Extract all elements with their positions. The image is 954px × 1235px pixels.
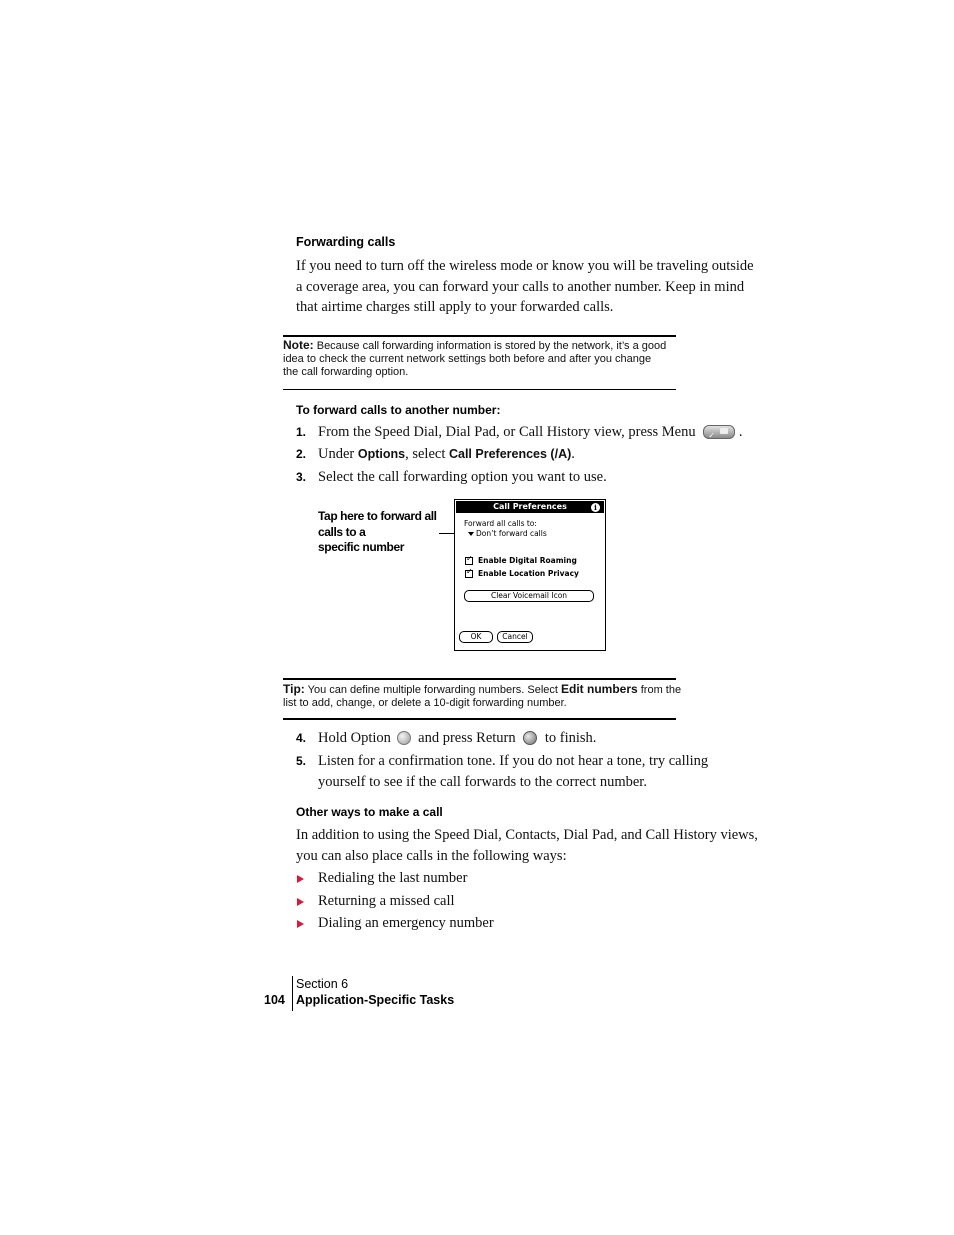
- checkmark-icon: ✓: [466, 554, 473, 563]
- note-top-rule: [283, 335, 676, 337]
- step-number: 3.: [296, 470, 307, 484]
- call-preferences-label: Call Preferences (/A): [448, 447, 572, 461]
- page-number: 104: [264, 993, 285, 1007]
- options-label: Options: [357, 447, 406, 461]
- step-text: to finish.: [544, 730, 597, 746]
- footer-divider: [292, 976, 293, 1011]
- paragraph-line: that airtime charges still apply to your forwarded calls.: [296, 299, 614, 315]
- procedure-heading: To forward calls to another number:: [296, 403, 501, 417]
- list-item-text: Dialing an emergency number: [318, 915, 494, 931]
- forward-label: Forward all calls to:: [464, 519, 537, 528]
- note-text: the call forwarding option.: [283, 366, 409, 378]
- section-heading-other-ways: Other ways to make a call: [296, 805, 443, 819]
- note-label: Note:: [283, 338, 314, 352]
- note-text: idea to check the current network settings both before and after you change: [283, 353, 652, 365]
- forward-value: Don’t forward calls: [476, 529, 547, 538]
- callout-line: calls to a: [318, 524, 366, 539]
- forward-picker[interactable]: [468, 529, 547, 538]
- red-triangle-bullet-icon: [297, 875, 304, 883]
- step-text: Under: [318, 446, 358, 462]
- note-box: [283, 339, 703, 379]
- tip-box: [283, 683, 703, 710]
- step-text: Listen for a confirmation tone. If you do not hear a tone, try calling: [318, 753, 709, 769]
- footer-title: Application-Specific Tasks: [296, 993, 455, 1007]
- step-number: 5.: [296, 754, 307, 768]
- tip-text: You can define multiple forwarding numbers. Select: [304, 684, 561, 696]
- section-heading-forwarding: Forwarding calls: [296, 235, 396, 249]
- tip-label: Tip:: [283, 682, 305, 696]
- return-button-icon: [523, 731, 537, 745]
- info-icon[interactable]: i: [591, 503, 600, 512]
- ok-button[interactable]: OK: [459, 631, 493, 643]
- note-text: Because call forwarding information is stored by the network, it’s a good: [313, 340, 667, 352]
- option-button-icon: [397, 731, 411, 745]
- step-number: 4.: [296, 731, 307, 745]
- tip-text: from the: [637, 684, 682, 696]
- figure-callout: [318, 509, 437, 556]
- tip-top-rule: [283, 678, 676, 680]
- forwarding-paragraph: [296, 256, 754, 318]
- paragraph-line: If you need to turn off the wireless mode or know you will be traveling outside: [296, 258, 754, 274]
- picker-arrow-icon: [468, 532, 474, 536]
- step-text: yourself to see if the call forwards to the correct number.: [318, 773, 647, 790]
- step-text: .: [571, 446, 575, 462]
- checkmark-icon: ✓: [466, 567, 473, 576]
- edit-numbers-label: Edit numbers: [561, 682, 638, 696]
- paragraph-line: a coverage area, you can forward your calls to another number. Keep in mind: [296, 278, 745, 295]
- step-number: 1.: [296, 425, 307, 439]
- step-number: 2.: [296, 447, 307, 461]
- callout-line: Tap here to forward all: [318, 509, 437, 523]
- digital-roaming-label: Enable Digital Roaming: [478, 556, 577, 565]
- screen-title: Call Preferences: [493, 502, 567, 511]
- tip-text: list to add, change, or delete a 10-digit forwarding number.: [283, 697, 567, 709]
- step-text: , select: [405, 446, 449, 462]
- digital-roaming-checkbox[interactable]: [465, 554, 473, 565]
- list-item-text: Redialing the last number: [318, 870, 468, 886]
- red-triangle-bullet-icon: [297, 898, 304, 906]
- red-triangle-bullet-icon: [297, 920, 304, 928]
- location-privacy-checkbox[interactable]: [465, 567, 473, 578]
- step-text: Select the call forwarding option you want to use.: [318, 469, 607, 485]
- step-text: .: [738, 424, 743, 440]
- step-text: From the Speed Dial, Dial Pad, or Call History view, press Menu: [318, 424, 696, 440]
- call-preferences-screen: [454, 499, 606, 651]
- clear-voicemail-button[interactable]: Clear Voicemail Icon: [464, 590, 594, 602]
- paragraph-line: you can also place calls in the following ways:: [296, 847, 567, 864]
- note-bottom-rule: [283, 389, 676, 390]
- screen-title-bar: [456, 501, 604, 513]
- callout-line: specific number: [318, 540, 405, 554]
- location-privacy-label: Enable Location Privacy: [478, 569, 579, 578]
- paragraph-line: In addition to using the Speed Dial, Contacts, Dial Pad, and Call History views,: [296, 827, 758, 843]
- other-ways-paragraph: [296, 825, 758, 866]
- cancel-button[interactable]: Cancel: [497, 631, 533, 643]
- bullet-list: [296, 868, 716, 938]
- list-item-text: Returning a missed call: [318, 893, 455, 909]
- tip-bottom-rule: [283, 718, 676, 720]
- menu-button-icon: ✓: [703, 425, 735, 439]
- footer-section: Section 6: [296, 977, 349, 991]
- step-text: Hold Option: [318, 730, 391, 746]
- step-text: and press Return: [418, 730, 516, 746]
